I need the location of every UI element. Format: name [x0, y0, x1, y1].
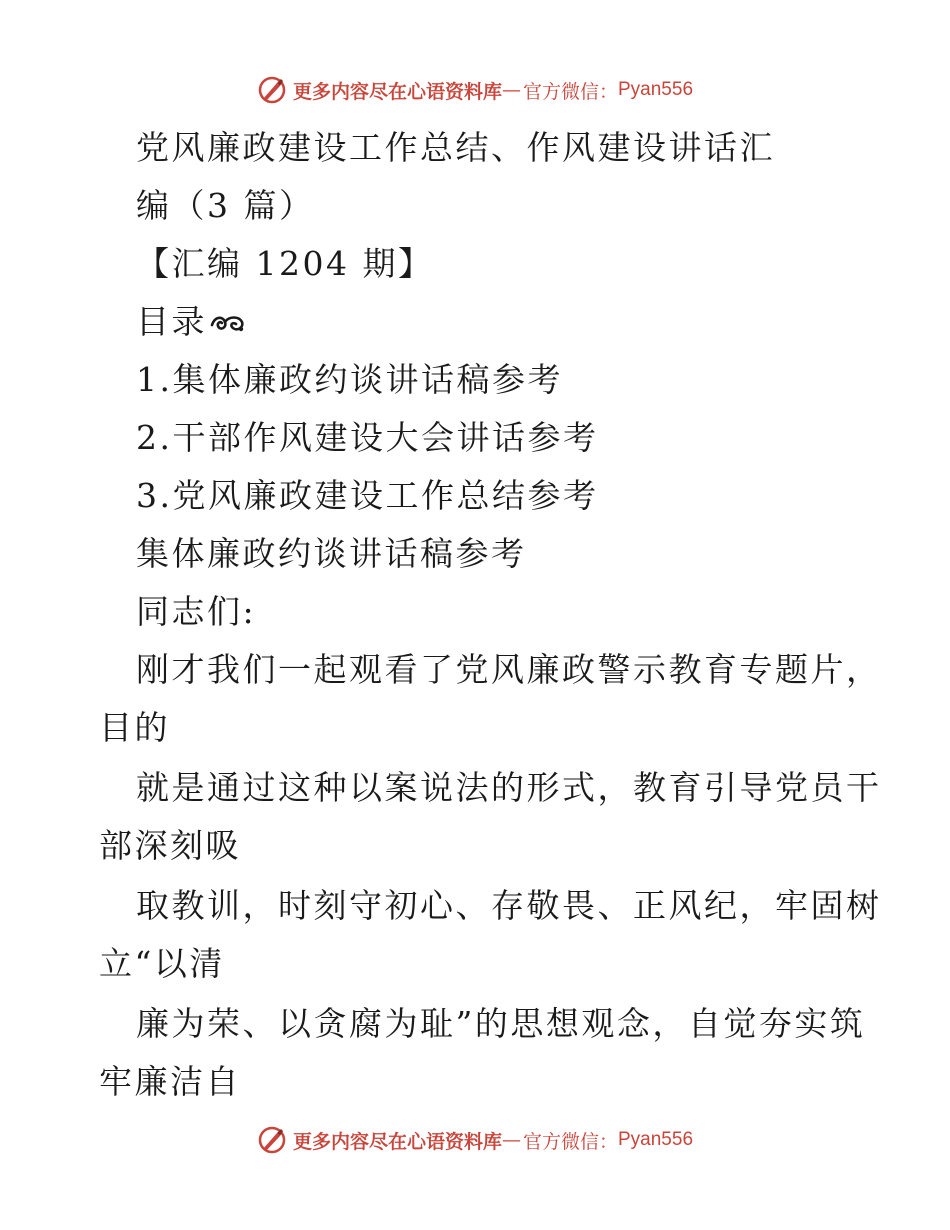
section-title: 集体廉政约谈讲话稿参考 [136, 534, 527, 573]
banner-wechat-label: 官方微信： [522, 1130, 618, 1153]
banner-main-text: 更多内容尽在心语资料库 [292, 80, 502, 103]
banner-wechat-id: Pyan556 [618, 79, 694, 100]
banner-main-text: 更多内容尽在心语资料库 [292, 1130, 502, 1153]
toc-item-1: 1.集体廉政约谈讲话稿参考 [136, 360, 563, 399]
toc-heading: 目录 [136, 302, 207, 341]
body-line: 廉为荣、以贪腐为耻”的思想观念，自觉夯实筑 [136, 1004, 866, 1043]
banner-dash: — [501, 1129, 521, 1151]
toc-item-3: 3.党风廉政建设工作总结参考 [136, 476, 599, 515]
body-line: 取教训，时刻守初心、存敬畏、正风纪，牢固树 [136, 886, 882, 925]
toc-item-2: 2.干部作风建设大会讲话参考 [136, 418, 599, 457]
banner-dash: — [501, 79, 521, 101]
body-line: 就是通过这种以案说法的形式，教育引导党员干 [136, 768, 882, 807]
document-title-line-1: 党风廉政建设工作总结、作风建设讲话汇 [136, 128, 775, 167]
issue-number: 【汇编 1204 期】 [136, 244, 434, 283]
body-line: 部深刻吸 [99, 826, 241, 865]
pen-logo-icon [257, 1125, 287, 1155]
body-line: 牢廉洁自 [99, 1062, 241, 1101]
toc-heading-row [136, 302, 245, 342]
fleuron-ornament-icon [209, 311, 245, 337]
banner-wechat-id: Pyan556 [618, 1129, 694, 1150]
body-line: 刚才我们一起观看了党风廉政警示教育专题片， [136, 650, 882, 689]
footer-watermark-banner [0, 1120, 950, 1160]
header-watermark-banner [0, 70, 950, 110]
pen-logo-icon [257, 75, 287, 105]
document-title-line-2: 编（3 篇） [136, 186, 315, 225]
body-line: 立“以清 [99, 944, 225, 983]
salutation: 同志们: [136, 592, 257, 631]
banner-wechat-label: 官方微信： [522, 80, 618, 103]
body-line: 目的 [99, 708, 170, 747]
